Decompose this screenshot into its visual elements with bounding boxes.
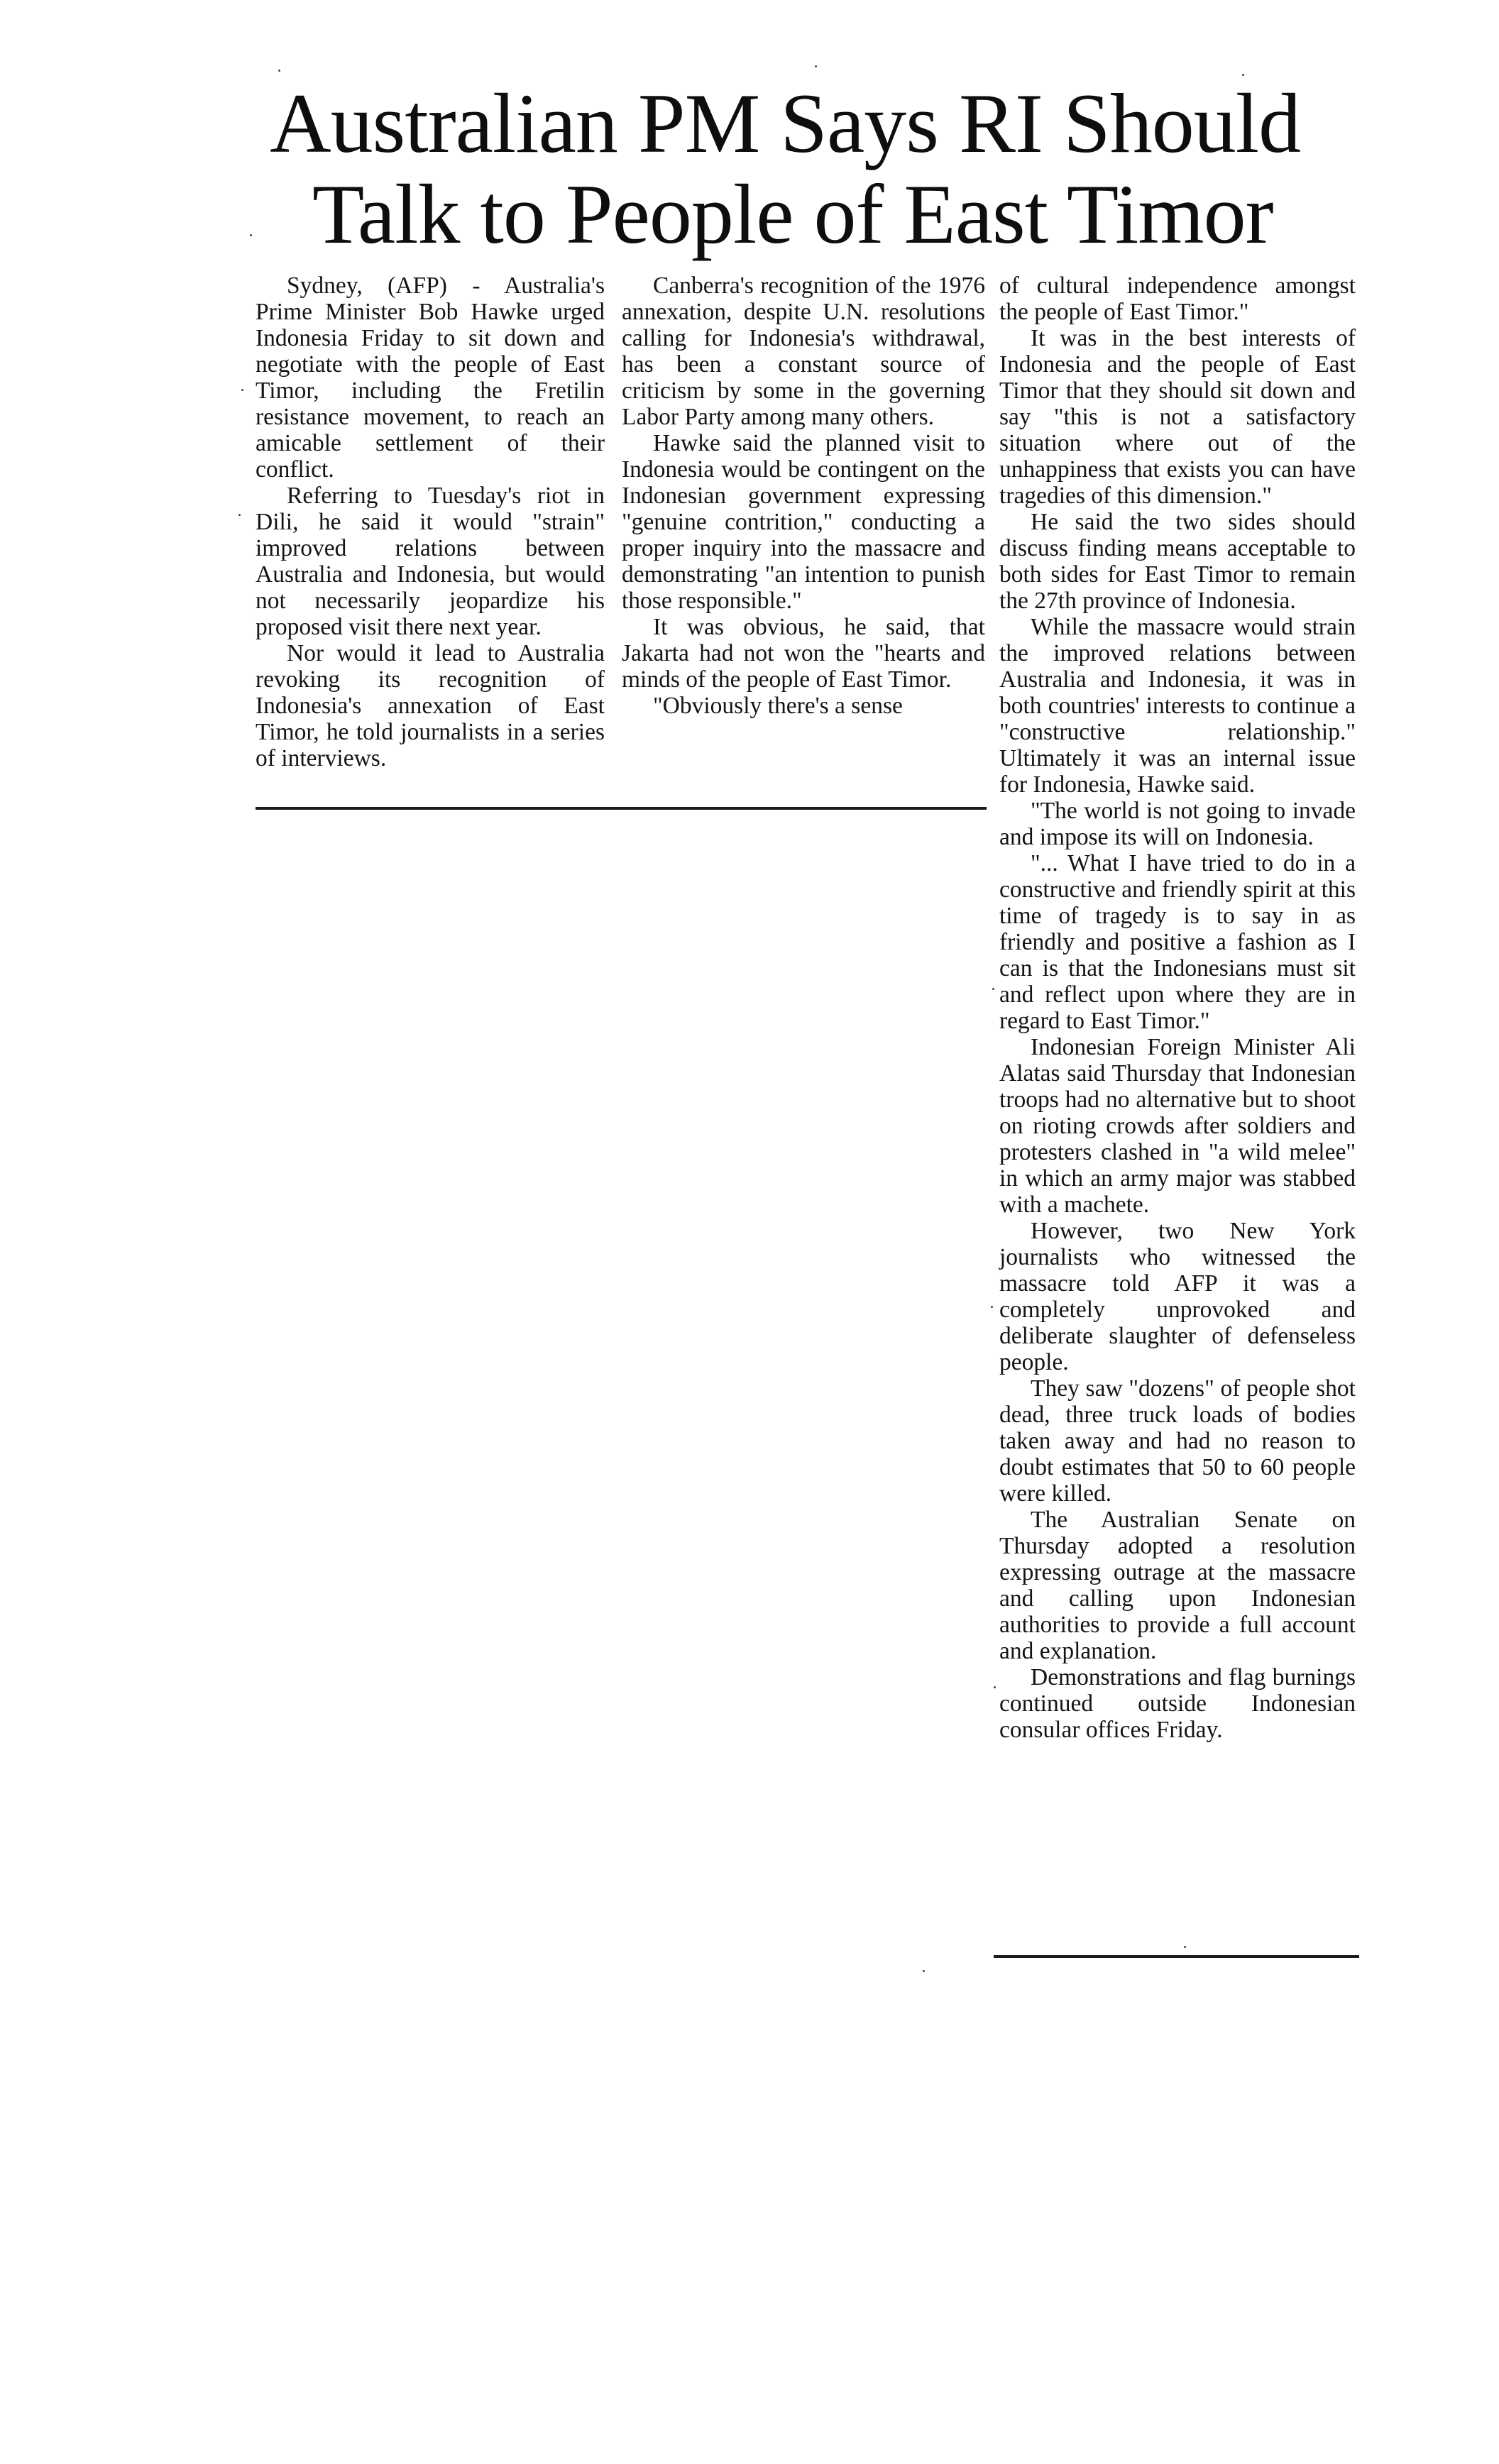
- scan-speck: [923, 1970, 925, 1972]
- headline: [241, 78, 1412, 260]
- headline-line-1: Australian PM Says RI Should: [270, 76, 1301, 170]
- paragraph: The Australian Senate on Thursday adopted a resolution expressing outrage at the massacre and calling upon Indonesian authorities to provide a full account and explanation.: [999, 1507, 1356, 1664]
- paragraph: He said the two sides should discuss finding means acceptable to both sides for East Timor to remain the 27th province of Indonesia.: [999, 509, 1356, 614]
- scan-speck: [238, 514, 241, 516]
- paragraph: "The world is not going to invade and impose its will on Indonesia.: [999, 798, 1356, 850]
- paragraph: Sydney, (AFP) - Australia's Prime Minister Bob Hawke urged Indonesia Friday to sit down and negotiate with the people of East Timor, including the Fretilin resistance movement, to reach an amicable settlement of their conflict.: [256, 273, 605, 483]
- scan-speck: [1242, 74, 1244, 76]
- paragraph: Nor would it lead to Australia revoking its recognition of Indonesia's annexation of East Timor, he told journalists in a series of interviews.: [256, 640, 605, 771]
- paragraph: Hawke said the planned visit to Indonesia would be contingent on the Indonesian government expressing "genuine contrition," conducting a proper inquiry into the massacre and demonstrating "an intention to punish those responsible.": [622, 430, 985, 614]
- scan-speck: [994, 1686, 996, 1688]
- paragraph-continued: of cultural independence amongst the people of East Timor.": [999, 273, 1356, 325]
- paragraph: "Obviously there's a sense: [653, 693, 903, 719]
- scan-speck: [278, 70, 280, 72]
- scan-speck: [992, 988, 994, 990]
- scan-speck: [991, 1306, 993, 1308]
- paragraph: While the massacre would strain the improved relations between Australia and Indonesia, it was in both countries' interests to continue a "constructive relationship." Ultimately it was an internal issue for Indonesia, Hawke said.: [999, 614, 1356, 798]
- paragraph: However, two New York journalists who witnessed the massacre told AFP it was a completely unprovoked and deliberate slaughter of defenseless people.: [999, 1218, 1356, 1375]
- article-column-2: [622, 273, 985, 719]
- scan-speck: [1184, 1946, 1186, 1948]
- end-of-article-rule: [994, 1955, 1359, 1958]
- paragraph: Demonstrations and flag burnings continued outside Indonesian consular offices Friday.: [999, 1664, 1356, 1743]
- paragraph: Canberra's recognition of the 1976 annexation, despite U.N. resolutions calling for Indonesia's withdrawal, has been a constant source of criticism by some in the governing Labor Party among many others.: [622, 273, 985, 430]
- paragraph: Referring to Tuesday's riot in Dili, he said it would "strain" improved relations between Australia and Indonesia, but would not necessarily jeopardize his proposed visit there next year.: [256, 483, 605, 640]
- paragraph: They saw "dozens" of people shot dead, three truck loads of bodies taken away and had no reason to doubt estimates that 50 to 60 people were killed.: [999, 1375, 1356, 1507]
- paragraph: It was in the best interests of Indonesia and the people of East Timor that they should sit down and say "this is not a satisfactory situation where out of the unhappiness that exists you can have tragedies of this dimension.": [999, 325, 1356, 509]
- scan-speck: [250, 234, 252, 236]
- headline-line-2: Talk to People of East Timor: [312, 167, 1273, 261]
- article-column-3: [999, 273, 1356, 1743]
- paragraph: "... What I have tried to do in a constructive and friendly spirit at this time of tragedy is to say in as friendly and positive a fashion as I can is that the Indonesians must sit and reflect upon where they are in regard to East Timor.": [999, 850, 1356, 1034]
- scan-speck: [815, 65, 817, 67]
- scan-speck: [241, 389, 243, 391]
- paragraph: Indonesian Foreign Minister Ali Alatas said Thursday that Indonesian troops had no alternative but to shoot on rioting crowds after soldiers and protesters clashed in "a wild melee" in which an army major was stabbed with a machete.: [999, 1034, 1356, 1218]
- column-divider-rule: [256, 807, 987, 810]
- article-column-1: [256, 273, 605, 771]
- paragraph: It was obvious, he said, that Jakarta had not won the "hearts and minds of the people of East Timor.: [622, 614, 985, 693]
